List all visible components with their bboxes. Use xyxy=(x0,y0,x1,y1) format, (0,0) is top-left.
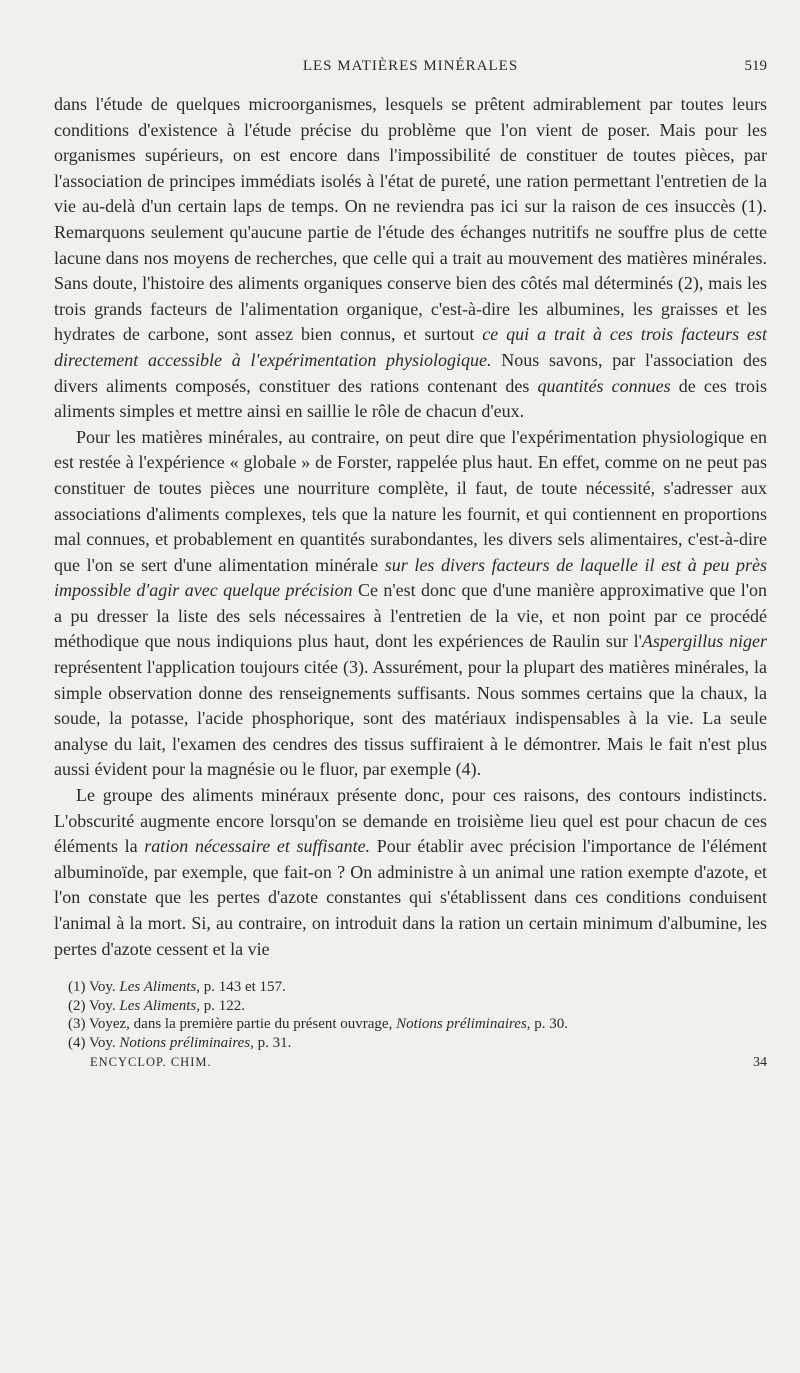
text-run: (4) Voy. xyxy=(68,1034,120,1051)
footnote xyxy=(54,978,767,997)
running-header xyxy=(54,58,767,82)
page xyxy=(54,58,767,1073)
italic-text: Notions préliminaires xyxy=(396,1016,527,1033)
paragraph xyxy=(54,783,767,962)
paragraph xyxy=(54,92,767,425)
italic-text: Aspergillus niger xyxy=(641,631,767,652)
text-run: Nous savons, par l'association des divers aliments composés, constituer des rations contenant des xyxy=(54,349,767,396)
text-run: dans l'étude de quelques microorganismes, lesquels se prêtent admirablement par toutes leurs conditions d'existence à l'étude précise du problème que l'on vient de poser. Mais pour les organismes supérieurs, on est encore dans l'impossibilité de constituer de toutes pièces, par l'association de principes immédiats isolés à l'état de pureté, une ration permettant l'entretien de la vie au-delà d'un certain laps de temps. On ne reviendra pas ici sur la raison de ces insuccès (1). Remarquons seulement qu'aucune partie de l'étude des échanges nutritifs ne souffre plus de cette lacune dans nos moyens de recherches, que celle qui a trait au mouvement des matières minérales. Sans doute, l'histoire des aliments organiques conserve bien des côtés mal déterminés (2), mais les trois grands facteurs de l'alimentation organique, c'est-à-dire les albumines, les graisses et les hydrates de carbone, sont assez bien connus, et surtout xyxy=(54,94,767,345)
italic-text: ration nécessaire et suffisante. xyxy=(144,836,371,857)
text-run: Pour établir avec précision l'importance de l'élément albuminoïde, par exemple, que fait-on ? On administre à un animal une ration exempte d'azote, et l'on constate que les pertes d'azote constantes qui s'établissent dans ces conditions conduisent l'animal à la mort. Si, au contraire, on introduit dans la ration un certain minimum d'albumine, les pertes d'azote cessent et la vie xyxy=(54,836,767,959)
footnote xyxy=(54,1015,767,1034)
signature-number: 34 xyxy=(753,1055,767,1071)
body-text xyxy=(54,92,767,962)
text-run: , p. 31. xyxy=(250,1034,292,1051)
italic-text: Les Aliments xyxy=(119,979,197,996)
text-run: , p. 30. xyxy=(526,1016,569,1033)
text-run: , p. 122. xyxy=(196,997,245,1014)
text-run: Pour les matières minérales, au contraire, on peut dire que l'expérimentation physiologique en est restée à l'expérience « globale » de Forster, rappelée plus haut. En effet, comme on ne peut pas constituer de toutes pièces une nourriture complète, il faut, de toute nécessité, s'adresser aux associations d'aliments complexes, tels que la nature les fournit, et qui contiennent en proportions mal connues, et probablement en quantités surabondantes, les divers sels alimentaires, c'est-à-dire que l'on se sert d'une alimentation minérale xyxy=(54,426,767,575)
paragraph xyxy=(54,425,767,783)
footnotes xyxy=(54,978,767,1052)
italic-text: Notions préliminaires xyxy=(119,1034,251,1051)
footnote xyxy=(54,997,767,1016)
text-run: (1) Voy. xyxy=(68,979,120,996)
text-run: de ces trois aliments simples et mettre ainsi en saillie le rôle de chacun d'eux. xyxy=(54,375,767,422)
running-title: LES MATIÈRES MINÉRALES xyxy=(302,58,519,74)
page-number: 519 xyxy=(744,58,767,74)
text-run: Ce n'est donc que d'une manière approximative que l'on a pu dresser la liste des sels nécessaires à l'entretien de la vie, et non point par ce procédé méthodique que nous indiquions plus haut, dont les expériences de Raulin sur l' xyxy=(54,580,767,652)
text-run: Le groupe des aliments minéraux présente donc, pour ces raisons, des contours indistincts. L'obscurité augmente encore lorsqu'on se demande en troisième lieu quel est pour chacun de ces éléments la xyxy=(54,785,767,857)
text-run: représentent l'application toujours citée (3). Assurément, pour la plupart des matières minérales, la simple observation donne des renseignements suffisants. Nous sommes certains que la chaux, la soude, la potasse, l'acide phosphorique, sont des matériaux indispensables à la vie. La seule analyse du lait, l'examen des cendres des tissus suffiraient à le démontrer. Mais le fait n'est plus aussi évident pour la magnésie ou le fluor, par exemple (4). xyxy=(54,657,767,780)
italic-text: sur les divers facteurs de laquelle il est à peu près impossible d'agir avec quelque précision xyxy=(54,554,767,601)
page-footer xyxy=(54,1055,767,1073)
italic-text: quantités connues xyxy=(537,375,671,396)
signature-mark: ENCYCLOP. CHIM. xyxy=(90,1055,212,1070)
text-run: (3) Voyez, dans la première partie du présent ouvrage, xyxy=(68,1016,397,1033)
text-run: , p. 143 et 157. xyxy=(196,979,286,996)
text-run: (2) Voy. xyxy=(68,997,120,1014)
footnote xyxy=(54,1034,767,1053)
italic-text: Les Aliments xyxy=(119,997,197,1014)
italic-text: ce qui a trait à ces trois facteurs est directement accessible à l'expérimentation physiologique. xyxy=(54,324,767,370)
